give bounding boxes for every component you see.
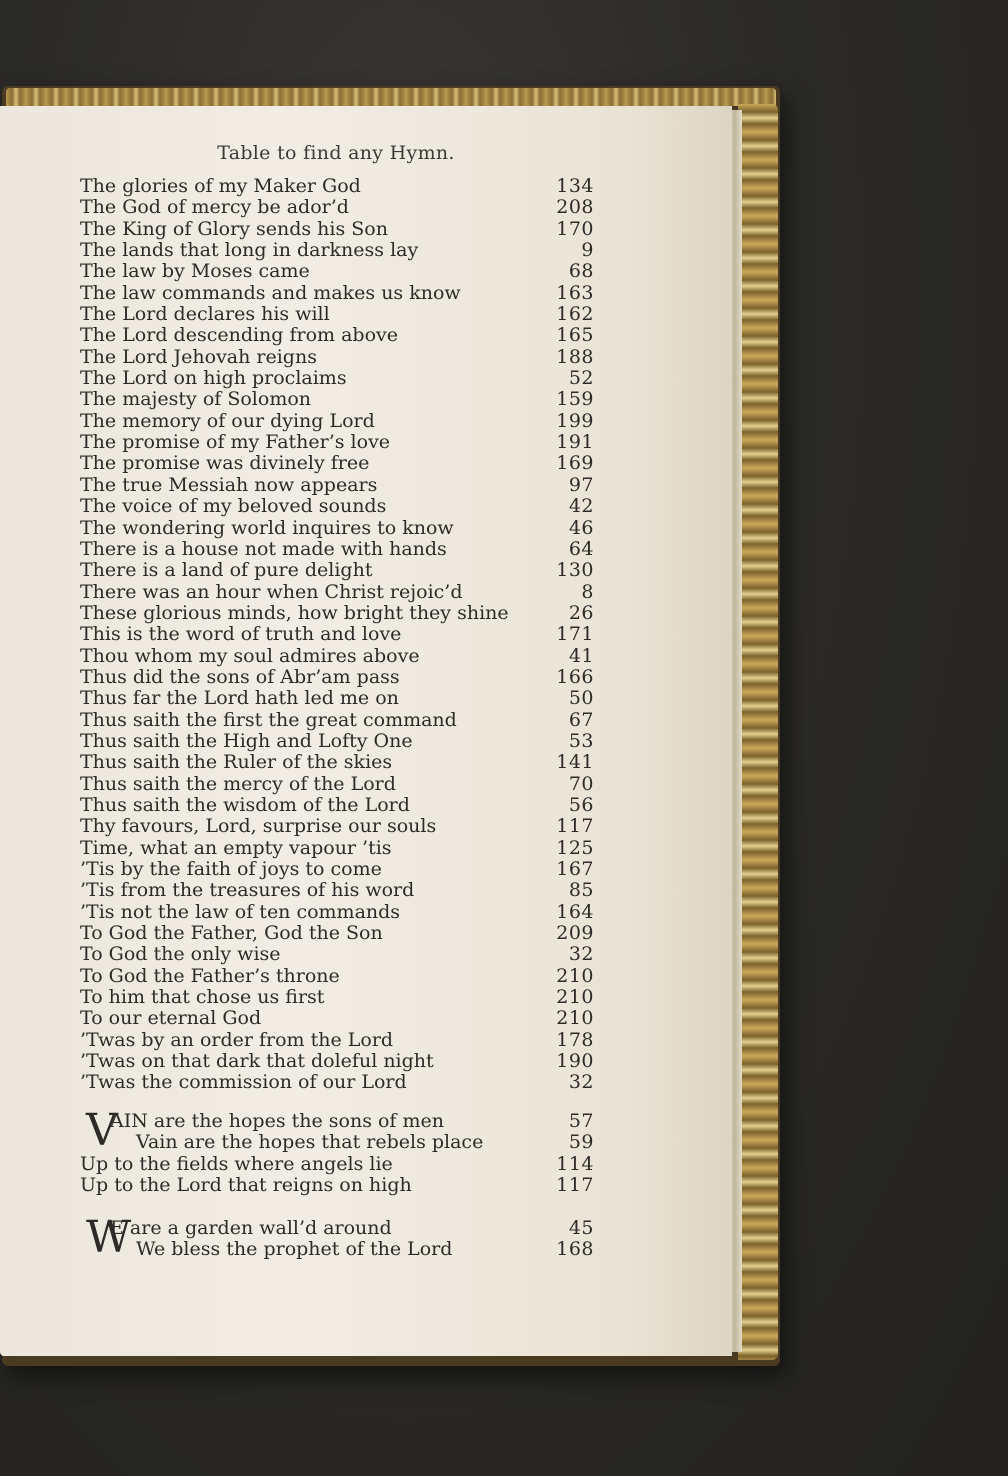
index-row — [80, 667, 600, 688]
index-row — [80, 176, 600, 197]
hymn-number: 210 — [556, 964, 594, 987]
hymn-first-line: Up to the Lord that reigns on high — [80, 1174, 412, 1197]
hymn-first-line: To our eternal God — [80, 1007, 262, 1030]
hymn-number: 32 — [568, 1071, 594, 1094]
index-row — [80, 1051, 600, 1072]
hymn-number: 70 — [568, 772, 594, 795]
hymn-first-line: The glories of my Maker God — [80, 175, 361, 197]
hymn-number: 46 — [568, 516, 594, 539]
hymn-first-line: ’Tis by the faith of joys to come — [80, 858, 382, 880]
index-row — [80, 1111, 600, 1132]
index-row — [80, 475, 600, 496]
hymn-number: 208 — [556, 196, 594, 219]
index-row — [80, 603, 600, 624]
hymn-number: 26 — [568, 601, 594, 624]
index-row — [80, 240, 600, 261]
hymn-number: 162 — [556, 303, 594, 326]
hymn-number: 32 — [568, 943, 594, 966]
index-row — [80, 816, 600, 837]
hymn-first-line: ’Tis from the treasures of his word — [80, 879, 415, 902]
hymn-first-line: ’Twas on that dark that doleful night — [80, 1050, 434, 1073]
index-row — [80, 944, 600, 965]
index-row — [80, 1132, 600, 1153]
hymn-number: 59 — [568, 1131, 594, 1154]
hymn-number: 50 — [568, 687, 594, 710]
hymn-first-line: The Lord descending from above — [80, 324, 399, 347]
hymn-first-line: The law commands and makes us know — [80, 281, 461, 304]
hymn-first-line: ’Tis not the law of ten commands — [80, 900, 401, 923]
index-row — [80, 859, 600, 880]
hymn-index-section-w — [80, 1212, 600, 1263]
hymn-index-list — [80, 176, 600, 1094]
hymn-number: 117 — [556, 1174, 594, 1197]
hymn-first-line: To God the only wise — [80, 943, 281, 966]
hymn-number: 167 — [556, 858, 594, 880]
hymn-number: 210 — [556, 986, 594, 1009]
hymn-first-line: These glorious minds, how bright they shine — [80, 601, 509, 624]
index-row — [80, 1218, 600, 1239]
hymn-first-line: The true Messiah now appears — [80, 473, 378, 496]
hymn-number: 199 — [556, 409, 594, 432]
hymn-first-line: The memory of our dying Lord — [80, 409, 375, 432]
hymn-number: 52 — [568, 367, 594, 390]
hymn-number: 178 — [556, 1028, 594, 1051]
hymn-first-line: There is a land of pure delight — [80, 559, 373, 582]
index-row — [80, 1154, 600, 1175]
hymn-number: 164 — [556, 900, 594, 923]
index-row — [80, 1008, 600, 1029]
hymn-number: 166 — [556, 665, 594, 688]
hymn-number: 56 — [568, 793, 594, 816]
index-row — [80, 923, 600, 944]
hymn-first-line: The Lord on high proclaims — [80, 367, 347, 390]
index-row — [80, 539, 600, 560]
hymn-first-line: The Lord declares his will — [80, 303, 330, 326]
index-row — [80, 1239, 600, 1260]
index-row — [80, 710, 600, 731]
hymn-number: 168 — [556, 1238, 594, 1261]
hymn-first-line: Thy favours, Lord, surprise our souls — [80, 815, 437, 838]
hymn-number: 57 — [568, 1110, 594, 1132]
drop-cap-w: W — [86, 1212, 132, 1263]
hymn-number: 209 — [556, 922, 594, 945]
hymn-number: 130 — [556, 559, 594, 582]
hymn-number: 97 — [568, 473, 594, 496]
hymn-first-line: The lands that long in darkness lay — [80, 239, 419, 262]
index-row — [80, 283, 600, 304]
hymn-number: 8 — [581, 580, 594, 603]
index-row — [80, 731, 600, 752]
index-row — [80, 389, 600, 410]
hymn-first-line: The law by Moses came — [80, 260, 310, 283]
index-row — [80, 411, 600, 432]
index-row — [80, 902, 600, 923]
index-row — [80, 1072, 600, 1093]
hymn-first-line: To God the Father’s throne — [80, 964, 340, 987]
hymn-number: 41 — [568, 644, 594, 667]
hymn-number: 170 — [556, 217, 594, 240]
index-row — [80, 261, 600, 282]
hymn-number: 117 — [556, 815, 594, 838]
hymn-first-line: AIN are the hopes the sons of men — [110, 1110, 444, 1132]
hymn-number: 188 — [556, 345, 594, 368]
hymn-number: 171 — [556, 623, 594, 646]
page-title: Table to find any Hymn. — [217, 142, 455, 164]
index-row — [80, 838, 600, 859]
index-row — [80, 496, 600, 517]
gilt-top-border — [6, 88, 776, 106]
index-row — [80, 518, 600, 539]
index-row — [80, 325, 600, 346]
hymn-index-section-v — [80, 1105, 600, 1197]
hymn-number: 42 — [568, 495, 594, 518]
hymn-first-line: This is the word of truth and love — [80, 623, 402, 646]
hymn-number: 163 — [556, 281, 594, 304]
hymn-first-line: Thou whom my soul admires above — [80, 644, 420, 667]
drop-cap-v: V — [86, 1105, 118, 1156]
hymn-number: 9 — [581, 239, 594, 262]
hymn-first-line: Time, what an empty vapour ’tis — [80, 836, 392, 859]
hymn-number: 125 — [556, 836, 594, 859]
index-row — [80, 1175, 600, 1196]
index-row — [80, 304, 600, 325]
hymn-number: 85 — [568, 879, 594, 902]
hymn-first-line: There is a house not made with hands — [80, 537, 447, 560]
index-row — [80, 560, 600, 581]
hymn-first-line: To him that chose us first — [80, 986, 325, 1009]
hymn-number: 210 — [556, 1007, 594, 1030]
hymn-number: 68 — [568, 260, 594, 283]
hymn-first-line: The God of mercy be ador’d — [80, 196, 349, 219]
index-row — [80, 453, 600, 474]
hymn-number: 191 — [556, 431, 594, 454]
hymn-number: 141 — [556, 751, 594, 774]
hymn-number: 53 — [568, 729, 594, 752]
hymn-first-line: ’Twas the commission of our Lord — [80, 1071, 407, 1094]
hymn-first-line: The wondering world inquires to know — [80, 516, 454, 539]
hymn-first-line: Up to the fields where angels lie — [80, 1152, 393, 1175]
gilt-right-border — [738, 104, 778, 1360]
index-row — [80, 197, 600, 218]
hymn-number: 64 — [568, 537, 594, 560]
index-row — [80, 987, 600, 1008]
hymn-first-line: E are a garden wall’d around — [110, 1217, 392, 1239]
hymn-first-line: The promise of my Father’s love — [80, 431, 391, 454]
index-row — [80, 966, 600, 987]
index-row — [80, 880, 600, 901]
index-row — [80, 347, 600, 368]
hymn-first-line: The promise was divinely free — [80, 452, 370, 475]
index-row — [80, 1030, 600, 1051]
hymn-first-line: Thus saith the Ruler of the skies — [80, 751, 393, 774]
index-row — [80, 752, 600, 773]
hymn-number: 169 — [556, 452, 594, 475]
index-row — [80, 688, 600, 709]
hymn-first-line: Thus far the Lord hath led me on — [80, 687, 399, 710]
hymn-first-line: Thus saith the mercy of the Lord — [80, 772, 396, 795]
hymn-first-line: The Lord Jehovah reigns — [80, 345, 317, 368]
hymn-first-line: There was an hour when Christ rejoic’d — [80, 580, 463, 603]
hymn-number: 45 — [568, 1217, 594, 1239]
hymn-first-line: Thus did the sons of Abr’am pass — [80, 665, 400, 688]
index-row — [80, 646, 600, 667]
hymn-number: 159 — [556, 388, 594, 411]
index-row — [80, 432, 600, 453]
hymn-number: 67 — [568, 708, 594, 731]
hymn-first-line: We bless the prophet of the Lord — [136, 1238, 453, 1261]
index-row — [80, 582, 600, 603]
hymn-number: 190 — [556, 1050, 594, 1073]
hymn-first-line: ’Twas by an order from the Lord — [80, 1028, 394, 1051]
hymn-first-line: Thus saith the first the great command — [80, 708, 457, 731]
hymn-first-line: Vain are the hopes that rebels place — [136, 1131, 484, 1154]
hymn-first-line: The voice of my beloved sounds — [80, 495, 387, 518]
hymn-number: 114 — [556, 1152, 594, 1175]
index-row — [80, 219, 600, 240]
hymn-number: 134 — [556, 175, 594, 197]
index-row — [80, 795, 600, 816]
hymn-number: 165 — [556, 324, 594, 347]
hymn-first-line: The King of Glory sends his Son — [80, 217, 388, 240]
hymn-first-line: To God the Father, God the Son — [80, 922, 383, 945]
hymn-first-line: Thus saith the wisdom of the Lord — [80, 793, 410, 816]
index-row — [80, 368, 600, 389]
hymn-first-line: Thus saith the High and Lofty One — [80, 729, 413, 752]
hymn-first-line: The majesty of Solomon — [80, 388, 312, 411]
index-row — [80, 774, 600, 795]
index-row — [80, 624, 600, 645]
